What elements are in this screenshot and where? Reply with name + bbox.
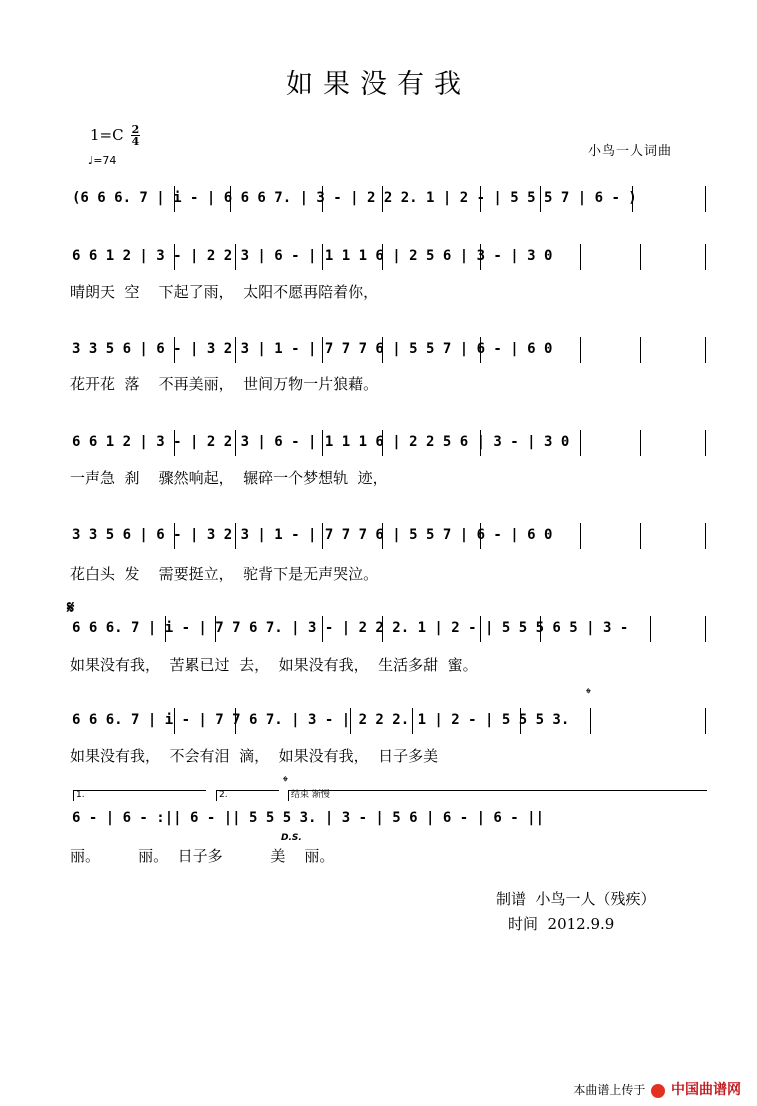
- coda-icon: 𝄌: [586, 686, 591, 702]
- lyrics-row-2: 晴朗天 空 下起了雨， 太阳不愿再陪着你，: [70, 283, 379, 301]
- score-row-1: [60, 186, 720, 212]
- arranger-credit: 制谱 小鸟一人（残疾）: [496, 890, 656, 908]
- lyrics-row-7: 如果没有我， 不会有泪 滴， 如果没有我， 日子多美: [70, 747, 439, 765]
- time-signature: [131, 124, 140, 147]
- volta-2: 2.: [216, 790, 279, 801]
- notes-row-8: 6 - | 6 - :|| 6 - || 5 5 5 3. | 3 - | 5 6 | 6 - | 6 - ||: [72, 810, 545, 826]
- tempo-mark: ♩=74: [88, 154, 117, 167]
- lyrics-row-4: 一声急 刹 骤然响起， 辗碎一个梦想轨 迹，: [70, 469, 388, 487]
- notes-row-2: 6 6 1 2 | 3 - | 2 2 3 | 6 - | 1 1 1 6 | 2 5 6 | 3 - | 3 0: [72, 248, 553, 264]
- notes-row-6: 6 6 6. 7 | i - | 7 7 6 7. | 3 - | 2 2 2. 1 | 2 - | 5 5 5 6 5 | 3 -: [72, 620, 629, 636]
- notes-row-1: (6 6 6. 7 | i - | 6 6 6 7. | 3 - | 2 2 2. 1 | 2 - | 5 5 5 7 | 6 - ): [72, 190, 637, 206]
- ds-marking: D.S.: [281, 833, 302, 843]
- meter-top: 2: [131, 123, 140, 136]
- site-name[interactable]: 中国曲谱网: [671, 1082, 741, 1098]
- score-row-7: [60, 708, 720, 734]
- upload-text: 本曲谱上传于: [573, 1083, 646, 1097]
- date-credit: 时间 2012.9.9: [508, 915, 615, 933]
- coda-ending-label: 结束 渐慢: [288, 790, 707, 801]
- notes-row-4: 6 6 1 2 | 3 - | 2 2 3 | 6 - | 1 1 1 6 | 2 2 5 6 | 3 - | 3 0: [72, 434, 570, 450]
- notes-row-5: 3 3 5 6 | 6 - | 3 2 3 | 1 - | 7 7 7 6 | 5 5 7 | 6 - | 6 0: [72, 527, 553, 543]
- site-logo-icon: [651, 1084, 665, 1098]
- score-row-8: [60, 806, 720, 832]
- notes-row-3: 3 3 5 6 | 6 - | 3 2 3 | 1 - | 7 7 7 6 | 5 5 7 | 6 - | 6 0: [72, 341, 553, 357]
- score-row-6: [60, 616, 720, 642]
- segno-icon: 𝄋: [67, 598, 75, 618]
- author-credit: 小鸟一人词曲: [588, 144, 673, 159]
- notes-row-7: 6 6 6. 7 | i - | 7 7 6 7. | 3 - | 2 2 2. 1 | 2 - | 5 5 5 3.: [72, 712, 570, 728]
- score-row-2: [60, 244, 720, 270]
- lyrics-row-6: 如果没有我， 苦累已过 去， 如果没有我， 生活多甜 蜜。: [70, 656, 478, 674]
- lyrics-row-3: 花开花 落 不再美丽， 世间万物一片狼藉。: [70, 375, 379, 393]
- volta-1: 1.: [73, 790, 206, 801]
- coda-icon: 𝄌: [283, 774, 288, 790]
- lyrics-row-8: 丽。 丽。 日子多 美 丽。: [70, 847, 335, 865]
- page-title: 如果没有我: [286, 69, 471, 100]
- meter-bottom: 4: [131, 135, 140, 148]
- score-row-3: [60, 337, 720, 363]
- site-footer: [573, 1079, 741, 1099]
- score-row-4: [60, 430, 720, 456]
- lyrics-row-5: 花白头 发 需要挺立， 驼背下是无声哭泣。: [70, 565, 379, 583]
- score-row-5: [60, 523, 720, 549]
- key-signature: 1=C: [90, 126, 124, 144]
